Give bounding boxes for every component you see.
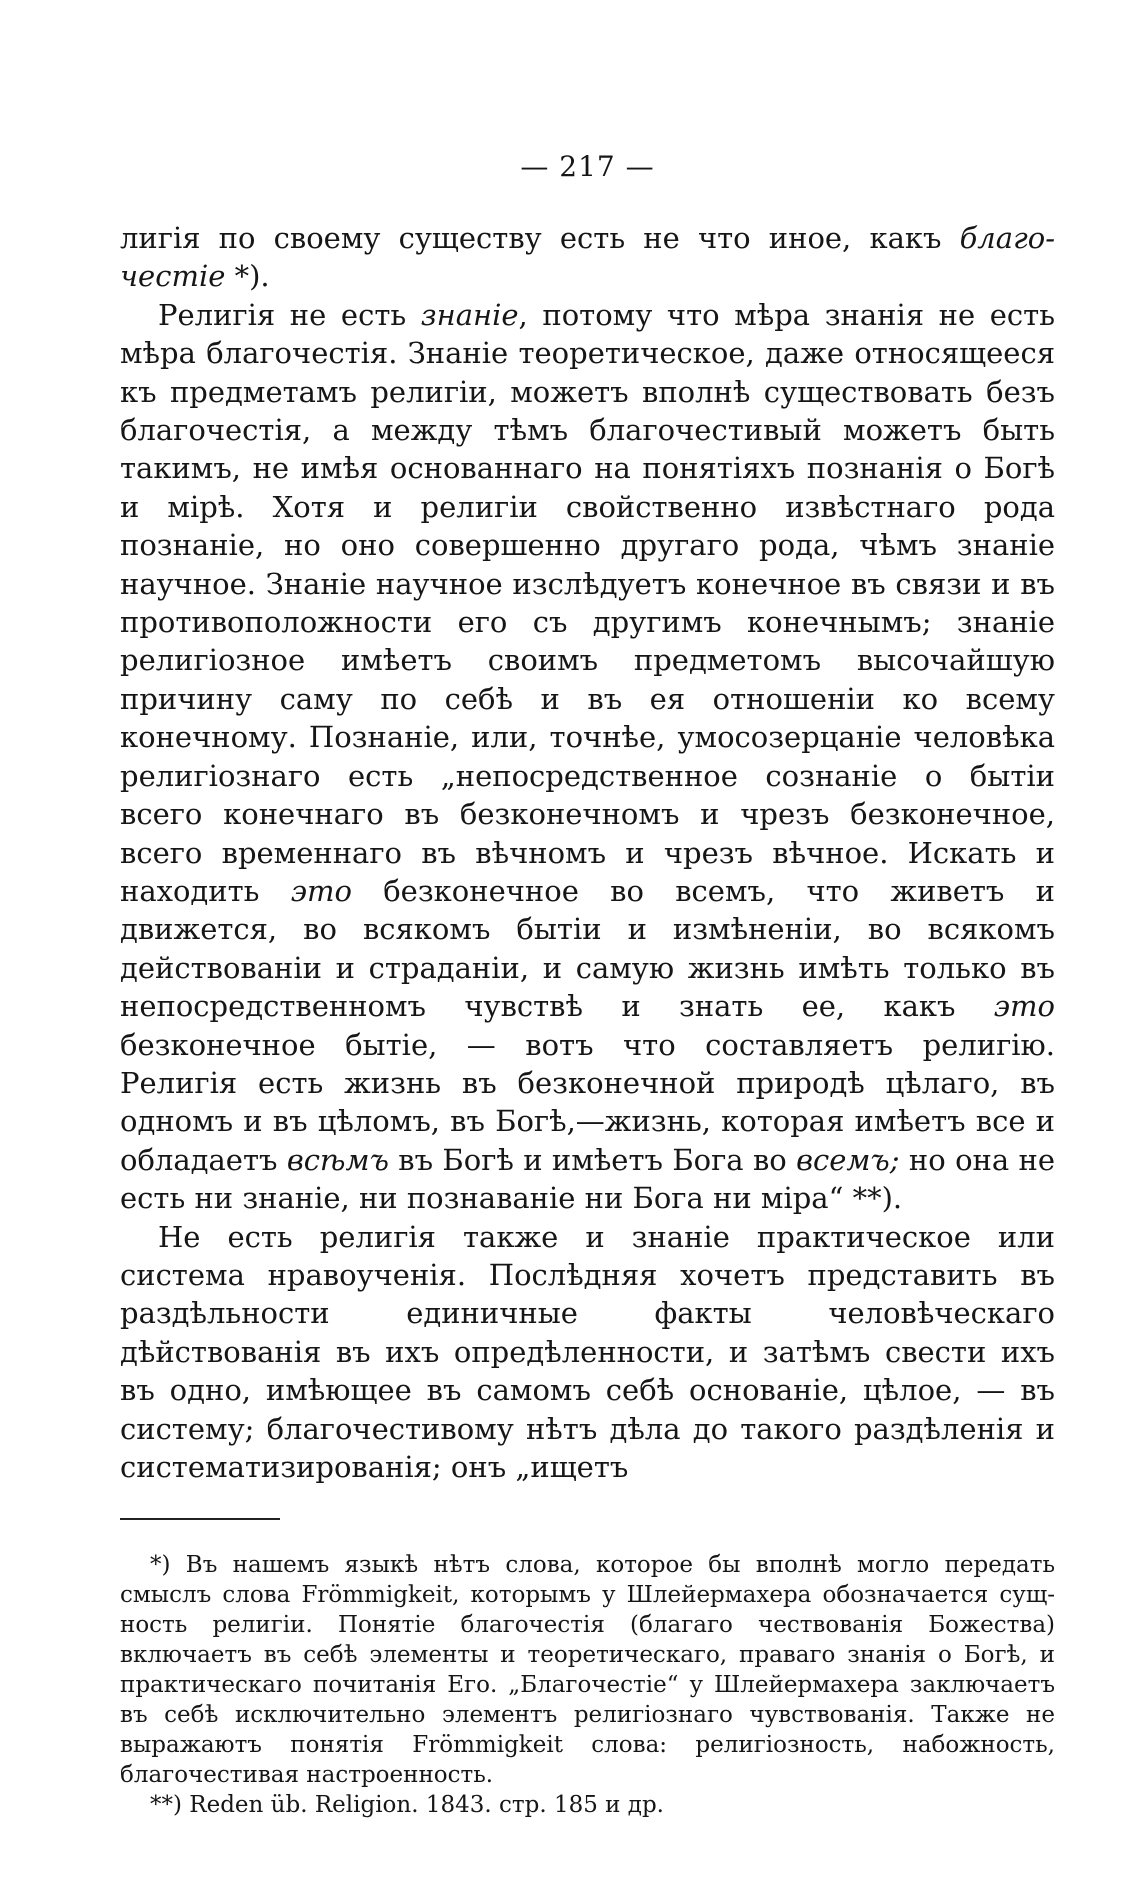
text-run: но она не есть ни знаніе, ни познаваніе ни Бога ни міра“ **). <box>120 1142 1056 1216</box>
text-run: , потому что мѣра знанія не есть мѣра благочестія. Знаніе теоретическое, даже относящееся къ предметамъ религіи, можетъ вполнѣ существовать безъ благочестія, а между тѣмъ благочестивый можетъ быть такимъ, не имѣя основаннаго на понятіяхъ познанія о Богѣ и мірѣ. Хотя и религіи свойственно извѣстнаго рода познаніе, но оно совершенно другаго рода, чѣмъ знаніе научное. Знаніе научное изслѣдуетъ конечное въ связи и въ противоположности его съ другимъ конечнымъ; знаніе религіозное имѣетъ своимъ предметомъ высочайшую причину саму по себѣ и въ ея отношеніи ко всему конечному. Познаніе, или, точнѣе, умосозерцаніе человѣка религіознаго есть „непосредственное сознаніе о бытіи всего конечнаго въ безконечномъ и чрезъ безконечное, всего временнаго въ вѣчномъ и чрезъ вѣчное. Искать и находить <box>120 297 1056 908</box>
italic-term-blagochestie: благочестіе <box>120 221 1055 294</box>
italic-term-znanie: знаніе <box>420 297 519 332</box>
page-number: — 217 — <box>520 150 655 183</box>
text-run: Религія не есть <box>158 297 421 332</box>
italic-term-eto: это <box>290 873 352 908</box>
main-text <box>120 219 1055 1486</box>
text-run: безконечное бытіе, — вотъ что составляетъ религію. Религія есть жизнь въ безконечной природѣ цѣлаго, въ одномъ и въ цѣломъ, въ Богѣ,—жизнь, которая имѣетъ все и обладаетъ <box>120 1027 1055 1177</box>
footnote-2: **) Reden üb. Religion. 1843. стр. 185 и др. <box>150 1792 664 1819</box>
paragraph-religion-not-knowledge <box>120 296 1055 1218</box>
footnote-divider <box>120 1518 280 1520</box>
paragraph-continuation <box>120 219 1055 296</box>
footnote-1: *) Въ нашемъ языкѣ нѣтъ слова, которое бы вполнѣ могло передать смыслъ слова Frömmigkeit, которымъ у Шлейермахера обозначается сущность религіи. Понятіе благочестія (благаго чествованія Божества) включаетъ въ себѣ элементы и теоретическаго, праваго знанія о Богѣ, и практическаго почитанія Его. „Благочестіе“ у Шлейермахера заключаетъ въ себѣ исключительно элементъ религіознаго чувствованія. Также не выражаютъ понятія Frömmigkeit слова: религіозность, набожность, благочестивая настроенность. <box>120 1552 1055 1789</box>
footnotes <box>120 1550 1055 1820</box>
text-run: лигія по своему существу есть не что иное, какъ <box>120 221 960 255</box>
text-run: безконечное во всемъ, что живетъ и движется, во всякомъ бытіи и измѣненіи, во всякомъ действованіи и страданіи, и самую жизнь имѣть только въ непосредственномъ чувствѣ и знать ее, какъ <box>120 873 1055 1024</box>
text-run: въ Богѣ и имѣетъ Бога во <box>388 1142 797 1177</box>
italic-term-vsem: всѣмъ <box>286 1142 389 1177</box>
book-page <box>120 150 1055 1820</box>
italic-term-vsem: всемъ; <box>796 1142 900 1177</box>
footnote-ref: *). <box>225 259 270 294</box>
italic-term-eto: это <box>993 989 1055 1024</box>
text-run: Не есть религія также и знаніе практическое или система нравоученія. Послѣдняя хочетъ представить въ раздѣльности единичные факты человѣческаго дѣйствованія въ ихъ опредѣленности, и затѣмъ свести ихъ въ одно, имѣющее въ самомъ себѣ основаніе, цѣлое, — въ систему; благочестивому нѣтъ дѣла до такого раздѣленія и систематизированія; онъ „ищетъ <box>120 1219 1055 1484</box>
paragraph-not-practical-knowledge <box>120 1218 1055 1487</box>
